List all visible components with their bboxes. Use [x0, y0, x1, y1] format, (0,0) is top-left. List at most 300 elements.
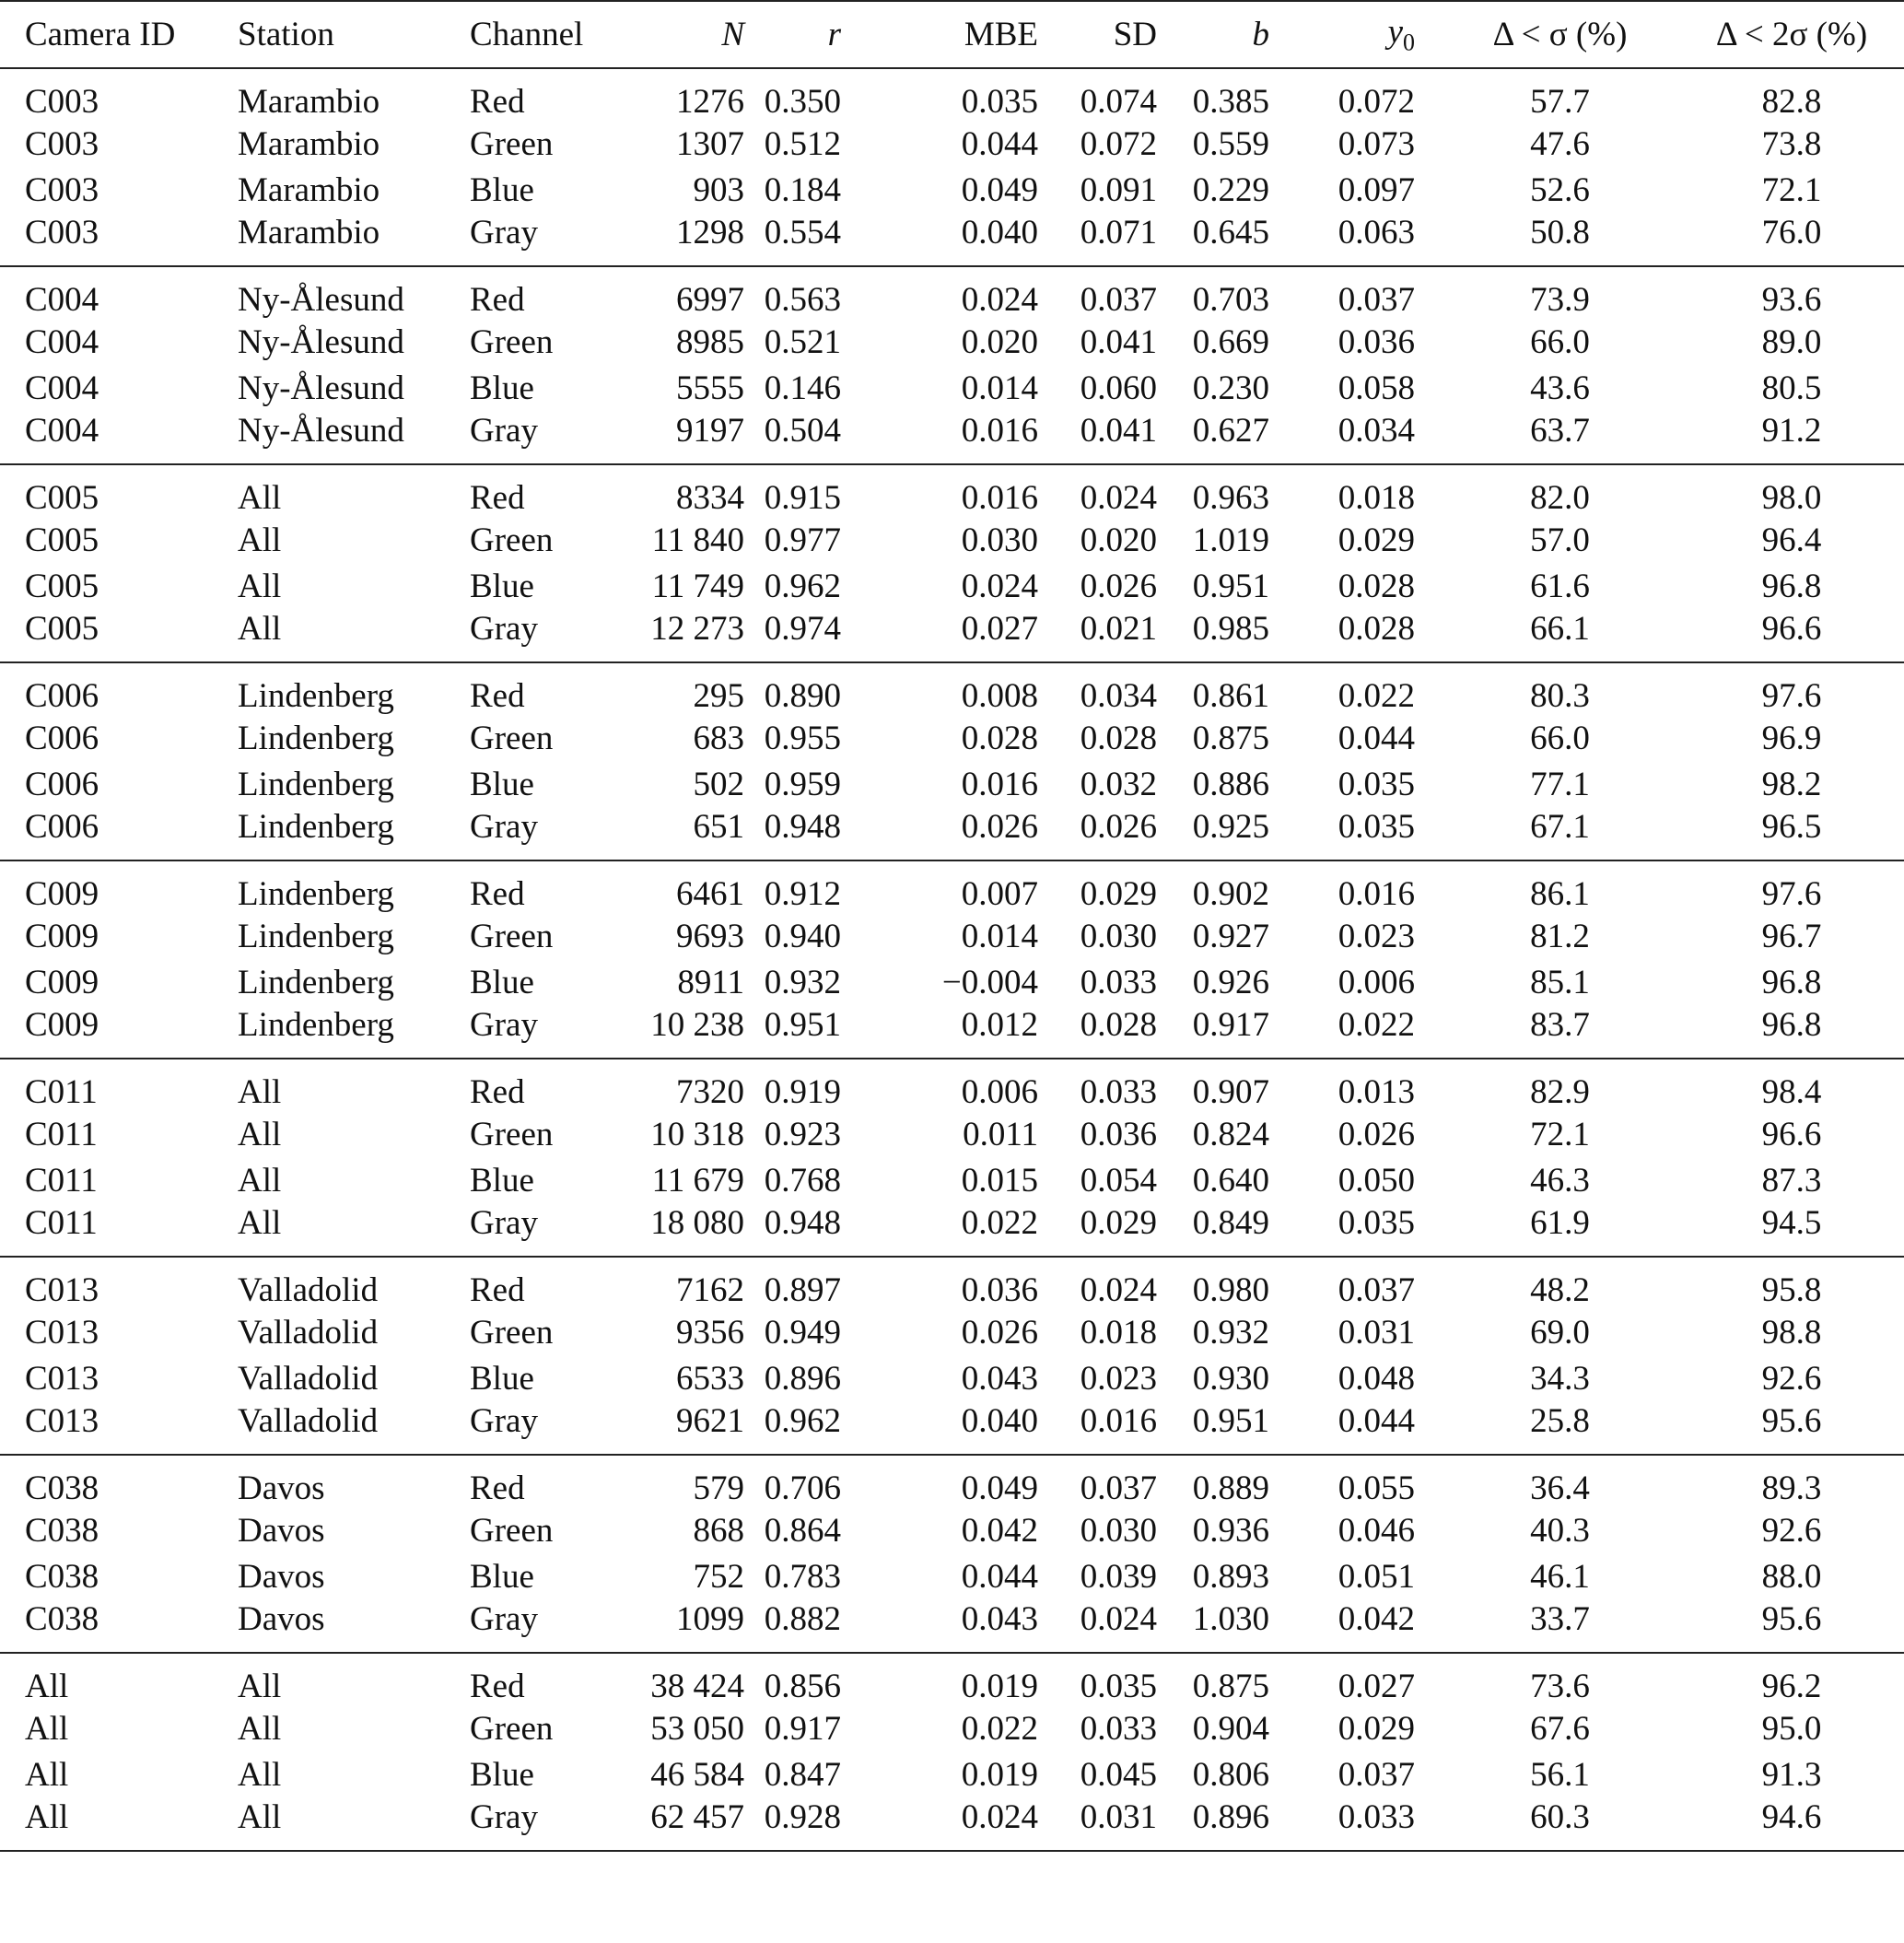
- cell-r: 0.917: [764, 1710, 841, 1749]
- cell-within-2sigma: 95.0: [1761, 1710, 1822, 1749]
- cell-b: 0.559: [1192, 125, 1269, 164]
- cell-r: 0.350: [764, 83, 841, 121]
- cell-y0: 0.018: [1337, 479, 1415, 517]
- cell-sd: 0.033: [1080, 1073, 1157, 1111]
- cell-within-sigma: 85.1: [1530, 963, 1590, 1001]
- cell-within-sigma: 66.0: [1530, 323, 1590, 362]
- cell-n: 502: [693, 765, 744, 803]
- cell-mbe: 0.049: [961, 1469, 1038, 1507]
- cell-within-2sigma: 89.0: [1761, 323, 1822, 362]
- cell-b: 0.230: [1192, 369, 1269, 407]
- cell-camera-id: C011: [25, 1161, 98, 1200]
- cell-station: Lindenberg: [238, 963, 394, 1001]
- cell-camera-id: C038: [25, 1557, 99, 1596]
- cell-within-sigma: 73.9: [1530, 281, 1590, 319]
- cell-r: 0.882: [744, 1599, 878, 1653]
- cell-within-2sigma: 95.6: [1679, 1401, 1904, 1455]
- cell-within-2sigma: 82.8: [1761, 83, 1822, 121]
- cell-within-2sigma: 96.4: [1761, 521, 1822, 560]
- cell-within-sigma: 57.7: [1530, 83, 1590, 121]
- cell-r: 0.706: [764, 1469, 841, 1507]
- cell-sd: 0.028: [1042, 1005, 1175, 1059]
- cell-channel: Blue: [470, 1359, 534, 1398]
- cell-camera-id: C003: [0, 213, 238, 266]
- cell-within-2sigma: 98.8: [1761, 1314, 1822, 1352]
- cell-station: All: [238, 1668, 282, 1705]
- cell-b: 0.932: [1192, 1314, 1269, 1352]
- cell-camera-id: C038: [0, 1599, 238, 1653]
- header-mbe-label: MBE: [964, 16, 1038, 53]
- cell-within-2sigma: 93.6: [1761, 281, 1822, 319]
- cell-station: All: [238, 1797, 470, 1851]
- cell-y0: 0.013: [1337, 1073, 1415, 1111]
- cell-station: All: [238, 609, 470, 662]
- cell-camera-id: C009: [25, 875, 99, 913]
- table-row: [0, 1356, 1904, 1402]
- cell-within-sigma: 61.6: [1530, 567, 1590, 605]
- cell-mbe: 0.049: [961, 170, 1038, 209]
- cell-within-sigma: 63.7: [1441, 411, 1679, 464]
- cell-sd: 0.034: [1080, 677, 1157, 715]
- cell-y0: 0.048: [1337, 1359, 1415, 1398]
- cell-y0: 0.055: [1337, 1469, 1415, 1507]
- cell-camera-id: C003: [25, 83, 99, 121]
- cell-r: 0.896: [764, 1359, 841, 1398]
- cell-camera-id: C009: [25, 963, 99, 1001]
- cell-station: Ny-Ålesund: [238, 369, 404, 407]
- cell-channel: Green: [470, 323, 554, 362]
- cell-sd: 0.031: [1042, 1797, 1175, 1851]
- cell-mbe: 0.044: [961, 1557, 1038, 1596]
- cell-b: 0.927: [1192, 918, 1269, 956]
- cell-channel: Gray: [470, 1005, 626, 1059]
- cell-sd: 0.072: [1080, 125, 1157, 164]
- cell-n: 10 238: [626, 1005, 744, 1059]
- cell-camera-id: C013: [25, 1359, 99, 1398]
- cell-mbe: 0.007: [961, 875, 1038, 913]
- cell-y0: 0.037: [1337, 1271, 1415, 1309]
- cell-n: 868: [693, 1512, 744, 1551]
- cell-mbe: 0.019: [961, 1755, 1038, 1794]
- cell-mbe: 0.016: [961, 765, 1038, 803]
- cell-b: 0.917: [1175, 1005, 1308, 1059]
- cell-n: 9356: [676, 1314, 744, 1352]
- cell-camera-id: All: [25, 1668, 69, 1705]
- cell-n: 6997: [676, 281, 744, 319]
- cell-station: All: [238, 1116, 282, 1154]
- cell-camera-id: C005: [25, 567, 99, 605]
- cell-camera-id: C009: [0, 1005, 238, 1059]
- cell-y0: 0.022: [1337, 677, 1415, 715]
- cell-within-sigma: 46.3: [1530, 1161, 1590, 1200]
- cell-sd: 0.030: [1080, 1512, 1157, 1551]
- cell-within-2sigma: 98.4: [1761, 1073, 1822, 1111]
- table-row: [0, 1554, 1904, 1600]
- header-station: Station: [238, 1, 470, 68]
- cell-y0: 0.072: [1337, 83, 1415, 121]
- cell-mbe: 0.019: [961, 1668, 1038, 1705]
- cell-channel: Green: [470, 521, 554, 560]
- cell-y0: 0.022: [1308, 1005, 1441, 1059]
- table-row: [0, 266, 1904, 320]
- cell-y0: 0.035: [1337, 765, 1415, 803]
- cell-y0: 0.026: [1337, 1116, 1415, 1154]
- cell-mbe: 0.026: [961, 1314, 1038, 1352]
- cell-n: 8911: [677, 963, 744, 1001]
- cell-sd: 0.091: [1080, 170, 1157, 209]
- cell-within-sigma: 81.2: [1530, 918, 1590, 956]
- cell-sd: 0.024: [1080, 1271, 1157, 1309]
- table-row: [0, 411, 1904, 464]
- cell-b: 0.907: [1192, 1073, 1269, 1111]
- cell-station: Marambio: [238, 125, 380, 164]
- cell-sd: 0.023: [1080, 1359, 1157, 1398]
- cell-within-sigma: 73.6: [1530, 1668, 1590, 1705]
- cell-r: 0.864: [764, 1512, 841, 1551]
- cell-within-2sigma: 89.3: [1761, 1469, 1822, 1507]
- cell-station: Davos: [238, 1599, 470, 1653]
- cell-camera-id: C011: [0, 1203, 238, 1257]
- cell-within-2sigma: 73.8: [1761, 125, 1822, 164]
- cell-within-2sigma: 94.6: [1679, 1797, 1904, 1851]
- cell-n: 651: [626, 807, 744, 860]
- cell-sd: 0.037: [1080, 1469, 1157, 1507]
- cell-camera-id: C006: [25, 720, 99, 758]
- cell-r: 0.563: [764, 281, 841, 319]
- cell-channel: Red: [470, 281, 525, 319]
- cell-within-2sigma: 96.7: [1761, 918, 1822, 956]
- cell-mbe: 0.030: [961, 521, 1038, 560]
- cell-y0: 0.044: [1337, 720, 1415, 758]
- cell-mbe: 0.043: [961, 1359, 1038, 1398]
- cell-b: 0.936: [1192, 1512, 1269, 1551]
- cell-r: 0.554: [744, 213, 878, 266]
- cell-channel: Blue: [470, 765, 534, 803]
- header-b-label: b: [1252, 16, 1269, 53]
- cell-r: 0.923: [764, 1116, 841, 1154]
- cell-sd: 0.021: [1042, 609, 1175, 662]
- cell-sd: 0.071: [1042, 213, 1175, 266]
- cell-within-sigma: 57.0: [1530, 521, 1590, 560]
- cell-b: 0.925: [1175, 807, 1308, 860]
- cell-within-2sigma: 96.6: [1679, 609, 1904, 662]
- cell-station: Lindenberg: [238, 677, 394, 715]
- table-row: [0, 1158, 1904, 1204]
- cell-mbe: 0.015: [961, 1161, 1038, 1200]
- cell-station: Ny-Ålesund: [238, 323, 404, 362]
- cell-station: Marambio: [238, 213, 470, 266]
- cell-within-2sigma: 88.0: [1761, 1557, 1822, 1596]
- cell-within-2sigma: 95.8: [1761, 1271, 1822, 1309]
- cell-r: 0.783: [764, 1557, 841, 1596]
- cell-within-sigma: 52.6: [1530, 170, 1590, 209]
- table-row: [0, 960, 1904, 1006]
- cell-within-sigma: 69.0: [1530, 1314, 1590, 1352]
- cell-r: 0.915: [764, 479, 841, 517]
- table-row: [0, 366, 1904, 412]
- cell-b: 0.926: [1192, 963, 1269, 1001]
- cell-channel: Green: [470, 1710, 554, 1749]
- table-row: [0, 1455, 1904, 1508]
- cell-b: 0.703: [1192, 281, 1269, 319]
- cell-n: 11 749: [651, 567, 744, 605]
- cell-y0: 0.016: [1337, 875, 1415, 913]
- cell-camera-id: C006: [0, 807, 238, 860]
- cell-within-2sigma: 98.0: [1761, 479, 1822, 517]
- cell-within-sigma: 67.1: [1441, 807, 1679, 860]
- cell-mbe: 0.022: [961, 1710, 1038, 1749]
- cell-r: 0.912: [764, 875, 841, 913]
- cell-n: 5555: [676, 369, 744, 407]
- cell-mbe: 0.040: [878, 213, 1042, 266]
- cell-station: Marambio: [238, 83, 380, 121]
- cell-channel: Gray: [470, 1599, 626, 1653]
- header-r: [744, 1, 878, 68]
- cell-n: 1307: [676, 125, 744, 164]
- cell-station: Ny-Ålesund: [238, 411, 470, 464]
- cell-channel: Green: [470, 125, 554, 164]
- cell-r: 0.940: [764, 918, 841, 956]
- cell-b: 0.904: [1192, 1710, 1269, 1749]
- cell-camera-id: C003: [25, 125, 99, 164]
- cell-r: 0.974: [744, 609, 878, 662]
- cell-within-sigma: 66.0: [1530, 720, 1590, 758]
- cell-r: 0.768: [764, 1161, 841, 1200]
- cell-r: 0.951: [744, 1005, 878, 1059]
- cell-b: 0.875: [1192, 1668, 1269, 1705]
- cell-channel: Blue: [470, 1161, 534, 1200]
- cell-within-sigma: 36.4: [1530, 1469, 1590, 1507]
- cell-r: 0.932: [764, 963, 841, 1001]
- cell-channel: Blue: [470, 567, 534, 605]
- cell-mbe: 0.011: [963, 1116, 1038, 1154]
- cell-within-sigma: 34.3: [1530, 1359, 1590, 1398]
- cell-n: 8334: [676, 479, 744, 517]
- cell-station: All: [238, 521, 282, 560]
- cell-within-2sigma: 96.8: [1761, 567, 1822, 605]
- cell-within-2sigma: 76.0: [1679, 213, 1904, 266]
- cell-within-sigma: 83.7: [1441, 1005, 1679, 1059]
- cell-within-sigma: 80.3: [1530, 677, 1590, 715]
- table-row: [0, 1112, 1904, 1158]
- cell-y0: 0.006: [1337, 963, 1415, 1001]
- cell-camera-id: C004: [25, 369, 99, 407]
- cell-b: 0.640: [1192, 1161, 1269, 1200]
- cell-mbe: 0.040: [878, 1401, 1042, 1455]
- cell-r: 0.955: [764, 720, 841, 758]
- table-row: [0, 914, 1904, 960]
- table-row: [0, 122, 1904, 168]
- cell-mbe: −0.004: [941, 963, 1038, 1001]
- cell-n: 6533: [676, 1359, 744, 1398]
- table-row: [0, 168, 1904, 214]
- cell-b: 0.889: [1192, 1469, 1269, 1507]
- cell-b: 0.896: [1175, 1797, 1308, 1851]
- cell-channel: Gray: [470, 213, 626, 266]
- cell-sd: 0.039: [1080, 1557, 1157, 1596]
- cell-r: 0.977: [764, 521, 841, 560]
- cell-within-sigma: 82.9: [1530, 1073, 1590, 1111]
- cell-station: Valladolid: [238, 1314, 379, 1352]
- cell-sd: 0.029: [1080, 875, 1157, 913]
- cell-n: 6461: [676, 875, 744, 913]
- cell-channel: Gray: [470, 411, 626, 464]
- cell-y0: 0.029: [1337, 1710, 1415, 1749]
- cell-b: 0.963: [1192, 479, 1269, 517]
- cell-station: Davos: [238, 1512, 325, 1551]
- cell-n: 295: [693, 677, 744, 715]
- cell-y0: 0.035: [1308, 807, 1441, 860]
- cell-camera-id: C006: [25, 677, 99, 715]
- cell-station: Davos: [238, 1469, 325, 1507]
- cell-mbe: 0.024: [961, 281, 1038, 319]
- cell-sd: 0.029: [1042, 1203, 1175, 1257]
- cell-channel: Blue: [470, 1755, 534, 1794]
- cell-station: All: [238, 1161, 282, 1200]
- cell-camera-id: C005: [25, 521, 99, 560]
- cell-station: All: [238, 1755, 282, 1794]
- cell-channel: Red: [470, 479, 525, 517]
- cell-within-sigma: 33.7: [1441, 1599, 1679, 1653]
- cell-mbe: 0.035: [961, 83, 1038, 121]
- cell-channel: Gray: [470, 609, 626, 662]
- cell-within-2sigma: 80.5: [1761, 369, 1822, 407]
- cell-r: 0.856: [764, 1668, 841, 1705]
- cell-y0: 0.063: [1308, 213, 1441, 266]
- cell-sd: 0.033: [1080, 1710, 1157, 1749]
- cell-n: 11 840: [651, 521, 744, 560]
- cell-camera-id: C011: [25, 1073, 98, 1111]
- cell-b: 0.875: [1192, 720, 1269, 758]
- cell-mbe: 0.027: [878, 609, 1042, 662]
- cell-channel: Gray: [470, 807, 626, 860]
- cell-station: All: [238, 1073, 282, 1111]
- cell-r: 0.146: [764, 369, 841, 407]
- cell-n: 7320: [676, 1073, 744, 1111]
- header-camera-id: Camera ID: [0, 1, 238, 68]
- cell-b: 0.980: [1192, 1271, 1269, 1309]
- cell-channel: Green: [470, 720, 554, 758]
- cell-mbe: 0.043: [878, 1599, 1042, 1653]
- cell-within-2sigma: 87.3: [1761, 1161, 1822, 1200]
- cell-r: 0.962: [764, 567, 841, 605]
- cell-y0: 0.037: [1337, 1755, 1415, 1794]
- cell-within-sigma: 67.6: [1530, 1710, 1590, 1749]
- cell-within-sigma: 48.2: [1530, 1271, 1590, 1309]
- table-row: [0, 807, 1904, 860]
- cell-within-2sigma: 95.6: [1679, 1599, 1904, 1653]
- cell-within-sigma: 43.6: [1530, 369, 1590, 407]
- table-row: [0, 609, 1904, 662]
- cell-y0: 0.037: [1337, 281, 1415, 319]
- cell-camera-id: All: [25, 1755, 69, 1794]
- cell-b: 0.229: [1192, 170, 1269, 209]
- cell-r: 0.521: [764, 323, 841, 362]
- table-row: [0, 68, 1904, 122]
- cell-b: 1.019: [1192, 521, 1269, 560]
- cell-within-sigma: 25.8: [1441, 1401, 1679, 1455]
- cell-n: 9197: [626, 411, 744, 464]
- table-body: [0, 68, 1904, 1851]
- cell-within-2sigma: 92.6: [1761, 1512, 1822, 1551]
- cell-y0: 0.028: [1337, 567, 1415, 605]
- cell-r: 0.949: [764, 1314, 841, 1352]
- cell-camera-id: C038: [25, 1512, 99, 1551]
- cell-y0: 0.036: [1337, 323, 1415, 362]
- cell-mbe: 0.028: [961, 720, 1038, 758]
- table-row: [0, 1401, 1904, 1455]
- cell-within-sigma: 82.0: [1530, 479, 1590, 517]
- header-y0: [1308, 1, 1441, 68]
- cell-within-sigma: 61.9: [1441, 1203, 1679, 1257]
- cell-channel: Red: [470, 1073, 525, 1111]
- cell-n: 1099: [626, 1599, 744, 1653]
- table-row: [0, 1203, 1904, 1257]
- table-row: [0, 1752, 1904, 1798]
- cell-n: 18 080: [626, 1203, 744, 1257]
- cell-n: 1298: [626, 213, 744, 266]
- cell-b: 0.669: [1192, 323, 1269, 362]
- cell-r: 0.184: [764, 170, 841, 209]
- cell-within-2sigma: 91.3: [1761, 1755, 1822, 1794]
- cell-channel: Red: [470, 1271, 525, 1309]
- header-mbe: [878, 1, 1042, 68]
- cell-within-2sigma: 97.6: [1761, 677, 1822, 715]
- cell-sd: 0.036: [1080, 1116, 1157, 1154]
- table-row: [0, 1797, 1904, 1851]
- header-b: [1175, 1, 1308, 68]
- cell-sd: 0.037: [1080, 281, 1157, 319]
- cell-station: Lindenberg: [238, 1005, 470, 1059]
- cell-r: 0.948: [744, 807, 878, 860]
- table-row: [0, 662, 1904, 716]
- cell-station: Lindenberg: [238, 918, 394, 956]
- cell-within-2sigma: 72.1: [1761, 170, 1822, 209]
- cell-within-2sigma: 96.5: [1679, 807, 1904, 860]
- cell-mbe: 0.036: [961, 1271, 1038, 1309]
- cell-b: 1.030: [1175, 1599, 1308, 1653]
- table-row: [0, 518, 1904, 564]
- cell-camera-id: C013: [25, 1271, 99, 1309]
- header-sd-label: SD: [1113, 16, 1157, 53]
- cell-b: 0.951: [1175, 1401, 1308, 1455]
- cell-mbe: 0.008: [961, 677, 1038, 715]
- cell-b: 0.930: [1192, 1359, 1269, 1398]
- cell-within-sigma: 47.6: [1530, 125, 1590, 164]
- cell-sd: 0.041: [1080, 323, 1157, 362]
- header-y0-sub: 0: [1403, 29, 1415, 56]
- cell-mbe: 0.016: [961, 479, 1038, 517]
- cell-within-sigma: 60.3: [1441, 1797, 1679, 1851]
- cell-mbe: 0.012: [878, 1005, 1042, 1059]
- cell-n: 8985: [676, 323, 744, 362]
- cell-y0: 0.073: [1337, 125, 1415, 164]
- cell-camera-id: All: [0, 1797, 238, 1851]
- header-n: N: [626, 1, 744, 68]
- cell-mbe: 0.014: [961, 369, 1038, 407]
- cell-r: 0.847: [764, 1755, 841, 1794]
- cell-camera-id: C005: [25, 479, 99, 517]
- cell-channel: Green: [470, 918, 554, 956]
- cell-within-sigma: 50.8: [1441, 213, 1679, 266]
- cell-sd: 0.033: [1080, 963, 1157, 1001]
- cell-mbe: 0.042: [961, 1512, 1038, 1551]
- cell-mbe: 0.006: [961, 1073, 1038, 1111]
- cell-station: Ny-Ålesund: [238, 281, 404, 319]
- cell-within-sigma: 77.1: [1530, 765, 1590, 803]
- cell-camera-id: C011: [25, 1116, 98, 1154]
- cell-camera-id: C038: [25, 1469, 99, 1507]
